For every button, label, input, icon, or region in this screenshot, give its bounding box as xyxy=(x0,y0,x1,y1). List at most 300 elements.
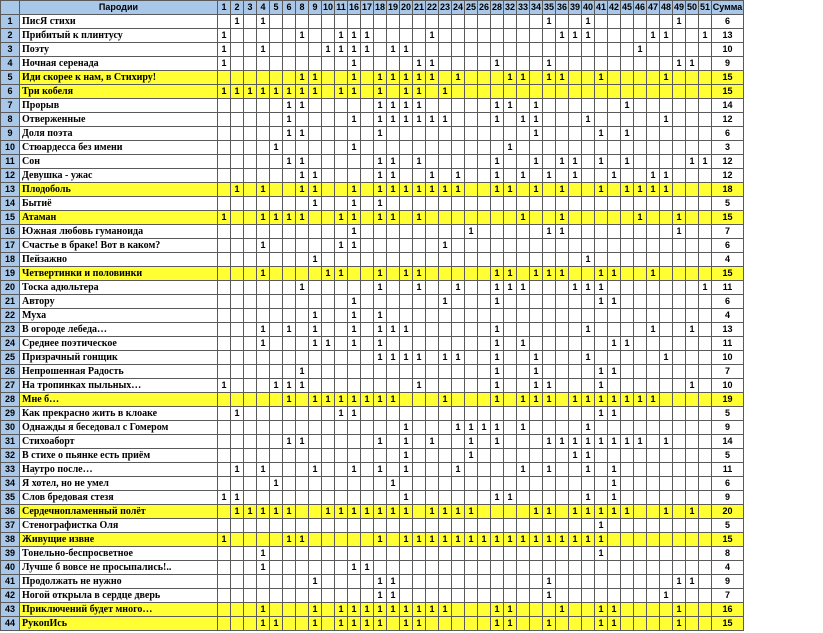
vote-cell[interactable]: 1 xyxy=(400,323,413,337)
vote-cell[interactable] xyxy=(647,561,660,575)
vote-cell[interactable] xyxy=(543,519,556,533)
vote-cell[interactable] xyxy=(270,239,283,253)
vote-cell[interactable]: 1 xyxy=(257,323,270,337)
vote-cell[interactable]: 1 xyxy=(361,29,374,43)
vote-cell[interactable] xyxy=(530,477,543,491)
vote-cell[interactable] xyxy=(543,603,556,617)
vote-cell[interactable] xyxy=(673,239,686,253)
vote-cell[interactable]: 1 xyxy=(309,85,322,99)
vote-cell[interactable] xyxy=(647,309,660,323)
vote-cell[interactable] xyxy=(517,225,530,239)
row-number[interactable]: 29 xyxy=(1,407,20,421)
vote-cell[interactable] xyxy=(348,589,361,603)
vote-cell[interactable] xyxy=(686,141,699,155)
vote-cell[interactable] xyxy=(322,29,335,43)
vote-cell[interactable] xyxy=(244,421,257,435)
vote-cell[interactable] xyxy=(478,57,491,71)
vote-cell[interactable] xyxy=(608,127,621,141)
vote-cell[interactable] xyxy=(660,127,673,141)
vote-cell[interactable] xyxy=(257,379,270,393)
vote-cell[interactable] xyxy=(634,421,647,435)
vote-cell[interactable] xyxy=(634,323,647,337)
vote-cell[interactable]: 1 xyxy=(530,351,543,365)
vote-cell[interactable] xyxy=(283,365,296,379)
vote-cell[interactable]: 1 xyxy=(543,225,556,239)
vote-cell[interactable] xyxy=(569,323,582,337)
vote-cell[interactable] xyxy=(439,127,452,141)
vote-cell[interactable]: 1 xyxy=(296,379,309,393)
vote-cell[interactable]: 1 xyxy=(504,267,517,281)
vote-cell[interactable] xyxy=(309,155,322,169)
vote-cell[interactable] xyxy=(582,337,595,351)
vote-cell[interactable]: 1 xyxy=(374,603,387,617)
vote-cell[interactable]: 1 xyxy=(608,393,621,407)
vote-cell[interactable] xyxy=(621,225,634,239)
vote-cell[interactable]: 1 xyxy=(322,43,335,57)
vote-cell[interactable]: 1 xyxy=(348,407,361,421)
judge-column-header[interactable]: 35 xyxy=(543,1,556,15)
vote-cell[interactable] xyxy=(244,113,257,127)
vote-cell[interactable]: 1 xyxy=(348,57,361,71)
sum-cell[interactable]: 6 xyxy=(712,295,744,309)
vote-cell[interactable]: 1 xyxy=(348,337,361,351)
vote-cell[interactable] xyxy=(413,295,426,309)
vote-cell[interactable] xyxy=(361,533,374,547)
vote-cell[interactable] xyxy=(218,99,231,113)
vote-cell[interactable] xyxy=(595,253,608,267)
vote-cell[interactable] xyxy=(348,15,361,29)
vote-cell[interactable]: 1 xyxy=(387,323,400,337)
vote-cell[interactable]: 1 xyxy=(543,589,556,603)
vote-cell[interactable] xyxy=(257,57,270,71)
vote-cell[interactable]: 1 xyxy=(361,393,374,407)
vote-cell[interactable]: 1 xyxy=(504,603,517,617)
vote-cell[interactable] xyxy=(257,225,270,239)
sum-cell[interactable]: 9 xyxy=(712,57,744,71)
vote-cell[interactable] xyxy=(647,519,660,533)
vote-cell[interactable] xyxy=(270,127,283,141)
vote-cell[interactable]: 1 xyxy=(660,113,673,127)
vote-cell[interactable]: 1 xyxy=(387,351,400,365)
vote-cell[interactable] xyxy=(478,141,491,155)
vote-cell[interactable] xyxy=(660,323,673,337)
vote-cell[interactable] xyxy=(322,421,335,435)
vote-cell[interactable] xyxy=(452,99,465,113)
vote-cell[interactable] xyxy=(322,197,335,211)
vote-cell[interactable] xyxy=(309,449,322,463)
row-number[interactable]: 16 xyxy=(1,225,20,239)
vote-cell[interactable] xyxy=(647,407,660,421)
judge-column-header[interactable]: 3 xyxy=(244,1,257,15)
vote-cell[interactable] xyxy=(400,575,413,589)
vote-cell[interactable] xyxy=(283,267,296,281)
vote-cell[interactable] xyxy=(335,253,348,267)
vote-cell[interactable]: 1 xyxy=(348,85,361,99)
vote-cell[interactable]: 1 xyxy=(335,267,348,281)
vote-cell[interactable] xyxy=(686,561,699,575)
vote-cell[interactable]: 1 xyxy=(478,533,491,547)
vote-cell[interactable] xyxy=(504,449,517,463)
vote-cell[interactable] xyxy=(439,267,452,281)
parody-title-cell[interactable]: Атаман xyxy=(20,211,218,225)
vote-cell[interactable]: 1 xyxy=(426,29,439,43)
vote-cell[interactable] xyxy=(608,71,621,85)
vote-cell[interactable] xyxy=(621,267,634,281)
vote-cell[interactable] xyxy=(569,113,582,127)
vote-cell[interactable] xyxy=(439,309,452,323)
vote-cell[interactable] xyxy=(491,29,504,43)
vote-cell[interactable] xyxy=(621,421,634,435)
vote-cell[interactable] xyxy=(582,127,595,141)
vote-cell[interactable] xyxy=(465,71,478,85)
vote-cell[interactable] xyxy=(296,505,309,519)
sum-cell[interactable]: 11 xyxy=(712,463,744,477)
vote-cell[interactable] xyxy=(634,127,647,141)
sum-cell[interactable]: 18 xyxy=(712,183,744,197)
row-number[interactable]: 38 xyxy=(1,533,20,547)
vote-cell[interactable] xyxy=(270,365,283,379)
vote-cell[interactable] xyxy=(686,617,699,631)
vote-cell[interactable] xyxy=(634,589,647,603)
vote-cell[interactable] xyxy=(478,225,491,239)
vote-cell[interactable] xyxy=(361,253,374,267)
vote-cell[interactable] xyxy=(478,449,491,463)
vote-cell[interactable]: 1 xyxy=(504,99,517,113)
vote-cell[interactable] xyxy=(374,421,387,435)
judge-column-header[interactable]: 26 xyxy=(478,1,491,15)
vote-cell[interactable] xyxy=(348,547,361,561)
vote-cell[interactable]: 1 xyxy=(673,211,686,225)
parody-title-cell[interactable]: Наутро после… xyxy=(20,463,218,477)
vote-cell[interactable]: 1 xyxy=(374,337,387,351)
judge-column-header[interactable]: 21 xyxy=(413,1,426,15)
vote-cell[interactable] xyxy=(244,183,257,197)
vote-cell[interactable] xyxy=(400,253,413,267)
vote-cell[interactable] xyxy=(374,43,387,57)
vote-cell[interactable] xyxy=(218,505,231,519)
vote-cell[interactable] xyxy=(621,407,634,421)
vote-cell[interactable]: 1 xyxy=(439,239,452,253)
vote-cell[interactable]: 1 xyxy=(699,281,712,295)
vote-cell[interactable] xyxy=(673,365,686,379)
vote-cell[interactable] xyxy=(647,603,660,617)
vote-cell[interactable]: 1 xyxy=(218,379,231,393)
vote-cell[interactable] xyxy=(478,295,491,309)
vote-cell[interactable] xyxy=(257,435,270,449)
vote-cell[interactable] xyxy=(634,239,647,253)
vote-cell[interactable] xyxy=(283,589,296,603)
vote-cell[interactable] xyxy=(595,449,608,463)
vote-cell[interactable] xyxy=(335,435,348,449)
vote-cell[interactable] xyxy=(673,533,686,547)
sum-cell[interactable]: 15 xyxy=(712,267,744,281)
row-number[interactable]: 5 xyxy=(1,71,20,85)
vote-cell[interactable] xyxy=(413,435,426,449)
vote-cell[interactable] xyxy=(491,225,504,239)
vote-cell[interactable] xyxy=(647,113,660,127)
vote-cell[interactable] xyxy=(660,211,673,225)
vote-cell[interactable] xyxy=(647,253,660,267)
vote-cell[interactable] xyxy=(699,15,712,29)
vote-cell[interactable] xyxy=(387,225,400,239)
vote-cell[interactable] xyxy=(556,323,569,337)
vote-cell[interactable] xyxy=(465,281,478,295)
vote-cell[interactable] xyxy=(608,449,621,463)
vote-cell[interactable] xyxy=(452,43,465,57)
vote-cell[interactable] xyxy=(517,351,530,365)
vote-cell[interactable] xyxy=(387,407,400,421)
vote-cell[interactable] xyxy=(309,477,322,491)
vote-cell[interactable] xyxy=(296,561,309,575)
vote-cell[interactable] xyxy=(504,239,517,253)
vote-cell[interactable]: 1 xyxy=(309,169,322,183)
vote-cell[interactable] xyxy=(374,29,387,43)
vote-cell[interactable] xyxy=(296,351,309,365)
vote-cell[interactable] xyxy=(699,589,712,603)
vote-cell[interactable] xyxy=(673,477,686,491)
row-number[interactable]: 26 xyxy=(1,365,20,379)
vote-cell[interactable]: 1 xyxy=(517,337,530,351)
vote-cell[interactable] xyxy=(257,477,270,491)
vote-cell[interactable] xyxy=(270,281,283,295)
vote-cell[interactable] xyxy=(309,239,322,253)
vote-cell[interactable] xyxy=(699,505,712,519)
vote-cell[interactable]: 1 xyxy=(374,533,387,547)
parody-title-cell[interactable]: Стенографистка Оля xyxy=(20,519,218,533)
vote-cell[interactable] xyxy=(660,449,673,463)
vote-cell[interactable] xyxy=(309,435,322,449)
vote-cell[interactable] xyxy=(218,71,231,85)
vote-cell[interactable] xyxy=(543,253,556,267)
vote-cell[interactable] xyxy=(595,575,608,589)
vote-cell[interactable]: 1 xyxy=(530,113,543,127)
parody-title-cell[interactable]: Ногой открыла в сердце дверь xyxy=(20,589,218,603)
vote-cell[interactable] xyxy=(699,491,712,505)
parody-title-cell[interactable]: Отверженные xyxy=(20,113,218,127)
vote-cell[interactable] xyxy=(517,617,530,631)
vote-cell[interactable]: 1 xyxy=(491,365,504,379)
vote-cell[interactable] xyxy=(257,449,270,463)
vote-cell[interactable] xyxy=(452,197,465,211)
vote-cell[interactable] xyxy=(231,225,244,239)
sum-cell[interactable]: 11 xyxy=(712,281,744,295)
vote-cell[interactable]: 1 xyxy=(361,617,374,631)
vote-cell[interactable] xyxy=(231,435,244,449)
vote-cell[interactable] xyxy=(348,253,361,267)
vote-cell[interactable] xyxy=(335,575,348,589)
vote-cell[interactable]: 1 xyxy=(335,29,348,43)
vote-cell[interactable] xyxy=(296,225,309,239)
vote-cell[interactable] xyxy=(322,477,335,491)
vote-cell[interactable]: 1 xyxy=(374,211,387,225)
vote-cell[interactable]: 1 xyxy=(491,323,504,337)
vote-cell[interactable] xyxy=(673,421,686,435)
vote-cell[interactable] xyxy=(530,15,543,29)
vote-cell[interactable] xyxy=(426,449,439,463)
vote-cell[interactable]: 1 xyxy=(439,533,452,547)
vote-cell[interactable] xyxy=(387,617,400,631)
vote-cell[interactable]: 1 xyxy=(647,323,660,337)
vote-cell[interactable] xyxy=(465,211,478,225)
vote-cell[interactable] xyxy=(621,43,634,57)
row-number[interactable]: 4 xyxy=(1,57,20,71)
vote-cell[interactable] xyxy=(608,421,621,435)
parody-title-cell[interactable]: В стихе о пьянке есть приём xyxy=(20,449,218,463)
vote-cell[interactable] xyxy=(478,281,491,295)
vote-cell[interactable]: 1 xyxy=(556,603,569,617)
parody-title-cell[interactable]: Прорыв xyxy=(20,99,218,113)
vote-cell[interactable] xyxy=(517,323,530,337)
vote-cell[interactable] xyxy=(296,113,309,127)
vote-cell[interactable]: 1 xyxy=(647,169,660,183)
sum-cell[interactable]: 19 xyxy=(712,393,744,407)
judge-column-header[interactable]: 8 xyxy=(296,1,309,15)
vote-cell[interactable] xyxy=(218,603,231,617)
vote-cell[interactable] xyxy=(686,99,699,113)
vote-cell[interactable] xyxy=(660,57,673,71)
judge-column-header[interactable]: 23 xyxy=(439,1,452,15)
vote-cell[interactable] xyxy=(283,253,296,267)
vote-cell[interactable] xyxy=(361,463,374,477)
vote-cell[interactable] xyxy=(582,169,595,183)
vote-cell[interactable] xyxy=(387,29,400,43)
vote-cell[interactable]: 1 xyxy=(673,225,686,239)
parody-title-cell[interactable]: Стюардесса без имени xyxy=(20,141,218,155)
vote-cell[interactable] xyxy=(244,407,257,421)
vote-cell[interactable] xyxy=(426,85,439,99)
vote-cell[interactable] xyxy=(673,547,686,561)
vote-cell[interactable] xyxy=(413,365,426,379)
vote-cell[interactable]: 1 xyxy=(387,589,400,603)
vote-cell[interactable]: 1 xyxy=(322,267,335,281)
vote-cell[interactable] xyxy=(361,309,374,323)
vote-cell[interactable] xyxy=(478,113,491,127)
vote-cell[interactable]: 1 xyxy=(608,365,621,379)
vote-cell[interactable] xyxy=(595,85,608,99)
vote-cell[interactable] xyxy=(413,407,426,421)
vote-cell[interactable] xyxy=(296,253,309,267)
vote-cell[interactable]: 1 xyxy=(608,617,621,631)
sum-cell[interactable]: 6 xyxy=(712,15,744,29)
vote-cell[interactable] xyxy=(465,197,478,211)
vote-cell[interactable] xyxy=(283,57,296,71)
vote-cell[interactable]: 1 xyxy=(660,71,673,85)
vote-cell[interactable] xyxy=(270,561,283,575)
vote-cell[interactable] xyxy=(296,463,309,477)
parody-title-cell[interactable]: Тоска адюльтера xyxy=(20,281,218,295)
vote-cell[interactable] xyxy=(374,253,387,267)
row-number[interactable]: 14 xyxy=(1,197,20,211)
vote-cell[interactable] xyxy=(244,449,257,463)
vote-cell[interactable] xyxy=(244,29,257,43)
vote-cell[interactable] xyxy=(569,519,582,533)
vote-cell[interactable] xyxy=(673,519,686,533)
vote-cell[interactable] xyxy=(660,309,673,323)
vote-cell[interactable] xyxy=(400,127,413,141)
vote-cell[interactable]: 1 xyxy=(426,603,439,617)
vote-cell[interactable]: 1 xyxy=(517,463,530,477)
vote-cell[interactable] xyxy=(465,365,478,379)
vote-cell[interactable] xyxy=(673,505,686,519)
vote-cell[interactable] xyxy=(413,29,426,43)
vote-cell[interactable] xyxy=(647,71,660,85)
vote-cell[interactable] xyxy=(426,211,439,225)
vote-cell[interactable] xyxy=(686,183,699,197)
vote-cell[interactable]: 1 xyxy=(634,435,647,449)
vote-cell[interactable]: 1 xyxy=(400,505,413,519)
vote-cell[interactable] xyxy=(491,141,504,155)
vote-cell[interactable]: 1 xyxy=(283,435,296,449)
vote-cell[interactable] xyxy=(595,15,608,29)
vote-cell[interactable] xyxy=(608,225,621,239)
vote-cell[interactable] xyxy=(387,141,400,155)
judge-column-header[interactable]: 9 xyxy=(309,1,322,15)
vote-cell[interactable]: 1 xyxy=(686,505,699,519)
vote-cell[interactable] xyxy=(478,155,491,169)
vote-cell[interactable] xyxy=(400,337,413,351)
vote-cell[interactable] xyxy=(491,309,504,323)
vote-cell[interactable] xyxy=(686,29,699,43)
vote-cell[interactable] xyxy=(322,449,335,463)
vote-cell[interactable] xyxy=(673,29,686,43)
vote-cell[interactable] xyxy=(413,239,426,253)
vote-cell[interactable] xyxy=(465,477,478,491)
judge-column-header[interactable]: 39 xyxy=(569,1,582,15)
vote-cell[interactable] xyxy=(543,99,556,113)
vote-cell[interactable] xyxy=(231,575,244,589)
vote-cell[interactable]: 1 xyxy=(387,99,400,113)
vote-cell[interactable]: 1 xyxy=(348,225,361,239)
vote-cell[interactable] xyxy=(244,603,257,617)
vote-cell[interactable] xyxy=(296,337,309,351)
vote-cell[interactable] xyxy=(361,491,374,505)
vote-cell[interactable] xyxy=(244,225,257,239)
vote-cell[interactable] xyxy=(452,29,465,43)
vote-cell[interactable]: 1 xyxy=(439,85,452,99)
vote-cell[interactable] xyxy=(556,337,569,351)
vote-cell[interactable]: 1 xyxy=(257,603,270,617)
vote-cell[interactable] xyxy=(361,477,374,491)
vote-cell[interactable] xyxy=(283,183,296,197)
vote-cell[interactable] xyxy=(569,351,582,365)
vote-cell[interactable] xyxy=(582,43,595,57)
vote-cell[interactable] xyxy=(660,533,673,547)
vote-cell[interactable] xyxy=(348,575,361,589)
vote-cell[interactable] xyxy=(530,435,543,449)
vote-cell[interactable] xyxy=(283,407,296,421)
vote-cell[interactable] xyxy=(582,617,595,631)
parody-title-cell[interactable]: Плодоболь xyxy=(20,183,218,197)
vote-cell[interactable] xyxy=(257,575,270,589)
judge-column-header[interactable]: 51 xyxy=(699,1,712,15)
vote-cell[interactable] xyxy=(634,113,647,127)
vote-cell[interactable] xyxy=(244,239,257,253)
vote-cell[interactable] xyxy=(270,253,283,267)
vote-cell[interactable] xyxy=(530,29,543,43)
vote-cell[interactable]: 1 xyxy=(465,421,478,435)
vote-cell[interactable] xyxy=(452,589,465,603)
vote-cell[interactable] xyxy=(530,281,543,295)
vote-cell[interactable] xyxy=(504,547,517,561)
vote-cell[interactable] xyxy=(543,211,556,225)
vote-cell[interactable] xyxy=(283,575,296,589)
vote-cell[interactable] xyxy=(452,239,465,253)
vote-cell[interactable]: 1 xyxy=(296,365,309,379)
vote-cell[interactable] xyxy=(608,533,621,547)
vote-cell[interactable] xyxy=(478,351,491,365)
vote-cell[interactable] xyxy=(543,561,556,575)
vote-cell[interactable]: 1 xyxy=(335,211,348,225)
